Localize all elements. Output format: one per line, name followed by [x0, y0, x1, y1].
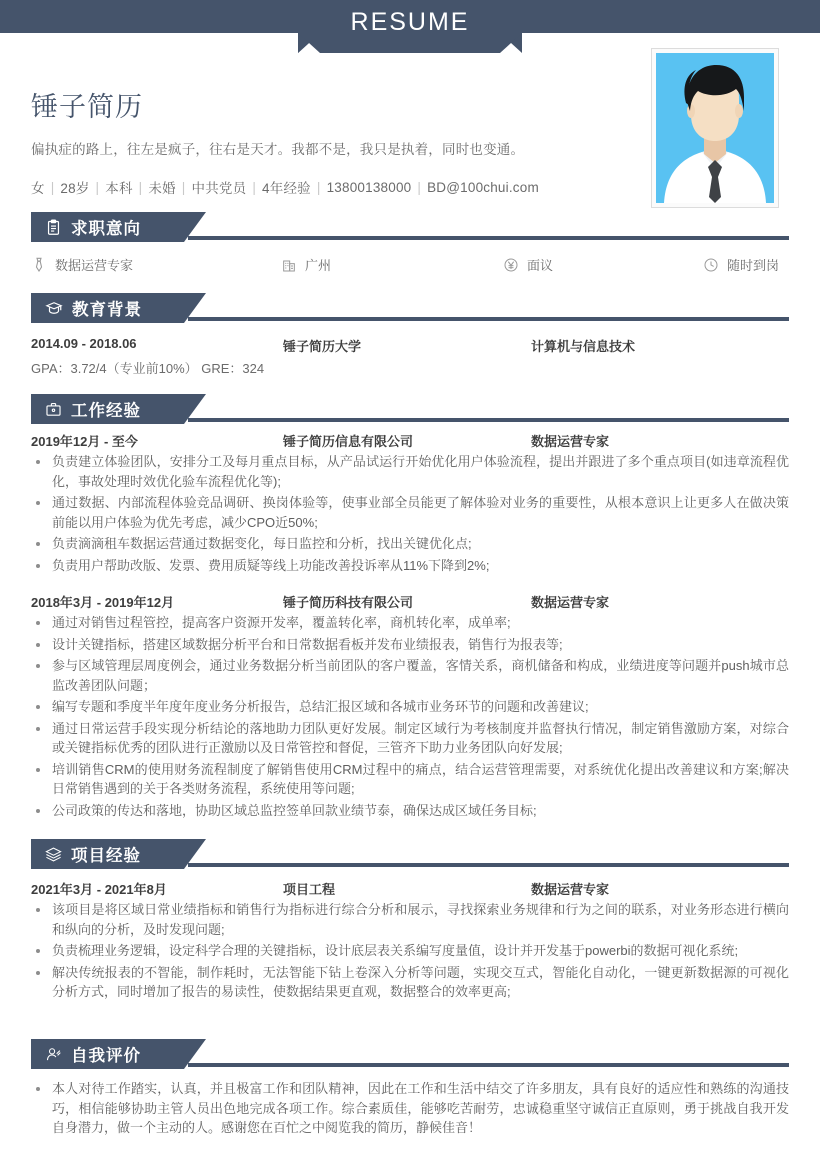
section-title-evaluation — [45, 1039, 141, 1069]
education-school: 锤子简历大学 — [283, 339, 362, 354]
work-bullets-0 — [31, 452, 789, 577]
fact-item: 13800138000 — [326, 179, 412, 195]
briefcase-icon — [45, 401, 62, 418]
bullet-item: 培训销售CRM的使用财务流程制度了解销售使用CRM过程中的痛点，结合运营管理需要，对系统优化提出改善建议和方案;解决日常销售遇到的关于各类财务流程，系统使用等问题; — [31, 760, 789, 799]
bullet-item: 负责用户帮助改版、发票、费用质疑等线上功能改善投诉率从11%下降到2%; — [31, 556, 789, 576]
candidate-facts — [31, 177, 539, 197]
intent-position — [31, 255, 281, 274]
intent-salary-text: 面议 — [527, 258, 554, 273]
section-label: 教育背景 — [72, 301, 142, 319]
layers-icon — [45, 846, 62, 863]
intention-items — [31, 255, 789, 274]
education-major: 计算机与信息技术 — [531, 339, 636, 354]
fact-item: 4年经验 — [262, 181, 311, 196]
tie-icon — [31, 257, 47, 273]
bullet-item: 通过对销售过程管控，提高客户资源开发率，覆盖转化率，商机转化率，成单率; — [31, 613, 789, 633]
fact-separator: | — [417, 179, 422, 195]
person-icon — [45, 1046, 62, 1063]
evaluation-bullets — [31, 1079, 789, 1140]
fact-separator: | — [252, 179, 257, 195]
bullet-item: 该项目是将区域日常业绩指标和销售行为指标进行综合分析和展示，寻找探索业务规律和行为之间的联系，对业务形态进行横向和纵向的分析，及时发现问题; — [31, 900, 789, 939]
fact-item: 未婚 — [148, 181, 176, 196]
section-header-project — [31, 839, 789, 869]
intent-city — [281, 255, 503, 274]
project-name: 项目工程 — [283, 882, 336, 897]
intent-availability — [703, 255, 779, 274]
graduation-cap-icon — [45, 299, 63, 317]
bullet-item: 负责梳理业务逻辑，设定科学合理的关键指标，设计底层表关系编写度量值，设计并开发基于powerbi的数据可视化系统; — [31, 941, 789, 961]
fact-separator: | — [50, 179, 55, 195]
section-title-project — [45, 839, 141, 869]
section-label: 求职意向 — [71, 220, 141, 238]
candidate-name: 锤子简历 — [31, 92, 143, 122]
section-header-education — [31, 293, 789, 323]
yuan-icon — [503, 257, 519, 273]
fact-separator: | — [316, 179, 321, 195]
bullet-item: 公司政策的传达和落地，协助区域总监控签单回款业绩节泰，确保达成区域任务目标; — [31, 801, 789, 821]
work-period: 2018年3月 - 2019年12月 — [31, 595, 175, 610]
fact-item: 28岁 — [60, 181, 90, 196]
fact-separator: | — [95, 179, 100, 195]
fact-separator: | — [181, 179, 186, 195]
education-period: 2014.09 - 2018.06 — [31, 336, 137, 351]
candidate-photo — [651, 48, 779, 208]
bullet-item: 负责滴滴租车数据运营通过数据变化，每日监控和分析，找出关键优化点; — [31, 534, 789, 554]
section-title-work — [45, 394, 141, 424]
bullet-item: 解决传统报表的不智能，制作耗时，无法智能下钻上卷深入分析等问题，实现交互式，智能化自动化，一键更新数据源的可视化分析方式，同时增加了报告的易读性，使数据结果更直观，数据整合的效率更高; — [31, 963, 789, 1002]
bullet-item: 参与区域管理层周度例会，通过业务数据分析当前团队的客户覆盖，客情关系，商机储备和构成，业绩进度等问题并push城市总监改善团队问题； — [31, 656, 789, 695]
fact-item: 本科 — [105, 181, 133, 196]
fact-separator: | — [138, 179, 143, 195]
bullet-item: 通过日常运营手段实现分析结论的落地助力团队更好发展。制定区域行为考核制度并监督执行情况，制定销售激励方案，对综合或关键指标优秀的团队进行正激励以及日常管控和督促，三管齐下助力业务团队向好发展; — [31, 719, 789, 758]
bullet-item: 编写专题和季度半年度年度业务分析报告，总结汇报区域和各城市业务环节的问题和改善建议; — [31, 697, 789, 717]
intent-position-text: 数据运营专家 — [55, 258, 134, 273]
clock-icon — [703, 257, 719, 273]
project-role: 数据运营专家 — [531, 882, 610, 897]
section-title-education — [45, 293, 142, 323]
bullet-item: 本人对待工作踏实，认真，并且极富工作和团队精神，因此在工作和生活中结交了许多朋友，具有良好的适应性和熟练的沟通技巧，相信能够协助主管人员出色地完成各项工作。综合素质佳，能够吃苦耐劳，忠诚稳重坚守诚信正直原则，勇于挑战自我开发自身潜力，做一个主动的人。感谢您在百忙之中阅览我的简历，静候佳音！ — [31, 1079, 789, 1138]
candidate-tagline: 偏执症的路上，往左是疯子，往右是天才。我都不是，我只是执着，同时也变通。 — [31, 142, 525, 157]
section-title-intention — [45, 212, 141, 242]
section-header-evaluation — [31, 1039, 789, 1069]
section-label: 工作经验 — [71, 402, 141, 420]
bullet-item: 负责建立体验团队，安排分工及每月重点目标，从产品试运行开始优化用户体验流程，提出并跟进了多个重点项目(如违章流程优化，事故处理时效优化验车流程优化等); — [31, 452, 789, 491]
work-role: 数据运营专家 — [531, 434, 610, 449]
building-icon — [281, 257, 297, 273]
project-period: 2021年3月 - 2021年8月 — [31, 882, 167, 897]
project-bullets-0 — [31, 900, 789, 1004]
work-role: 数据运营专家 — [531, 595, 610, 610]
intent-salary — [503, 255, 703, 274]
work-company: 锤子简历科技有限公司 — [283, 595, 414, 610]
fact-item: BD@100chui.com — [427, 179, 539, 195]
avatar — [656, 53, 774, 203]
fact-item: 女 — [31, 181, 45, 196]
section-label: 项目经验 — [71, 847, 141, 865]
work-period: 2019年12月 - 至今 — [31, 434, 138, 449]
bullet-item: 通过数据、内部流程体验竞品调研、换岗体验等，使事业部全员能更了解体验对业务的重要性，从根本意识上让更多人在做决策前能以用户体验为优先考虑，减少CPO近50%; — [31, 493, 789, 532]
intent-availability-text: 随时到岗 — [727, 258, 780, 273]
section-header-intention — [31, 212, 789, 242]
work-company: 锤子简历信息有限公司 — [283, 434, 414, 449]
intent-city-text: 广州 — [305, 258, 332, 273]
page-title: RESUME — [350, 7, 470, 36]
bullet-item: 设计关键指标，搭建区域数据分析平台和日常数据看板并发布业绩报表，销售行为报表等; — [31, 635, 789, 655]
education-detail: GPA：3.72/4（专业前10%） GRE：324 — [31, 361, 265, 376]
section-label: 自我评价 — [71, 1047, 141, 1065]
clipboard-icon — [45, 219, 62, 236]
section-header-work — [31, 394, 789, 424]
fact-item: 中共党员 — [191, 181, 247, 196]
work-bullets-1 — [31, 613, 789, 822]
